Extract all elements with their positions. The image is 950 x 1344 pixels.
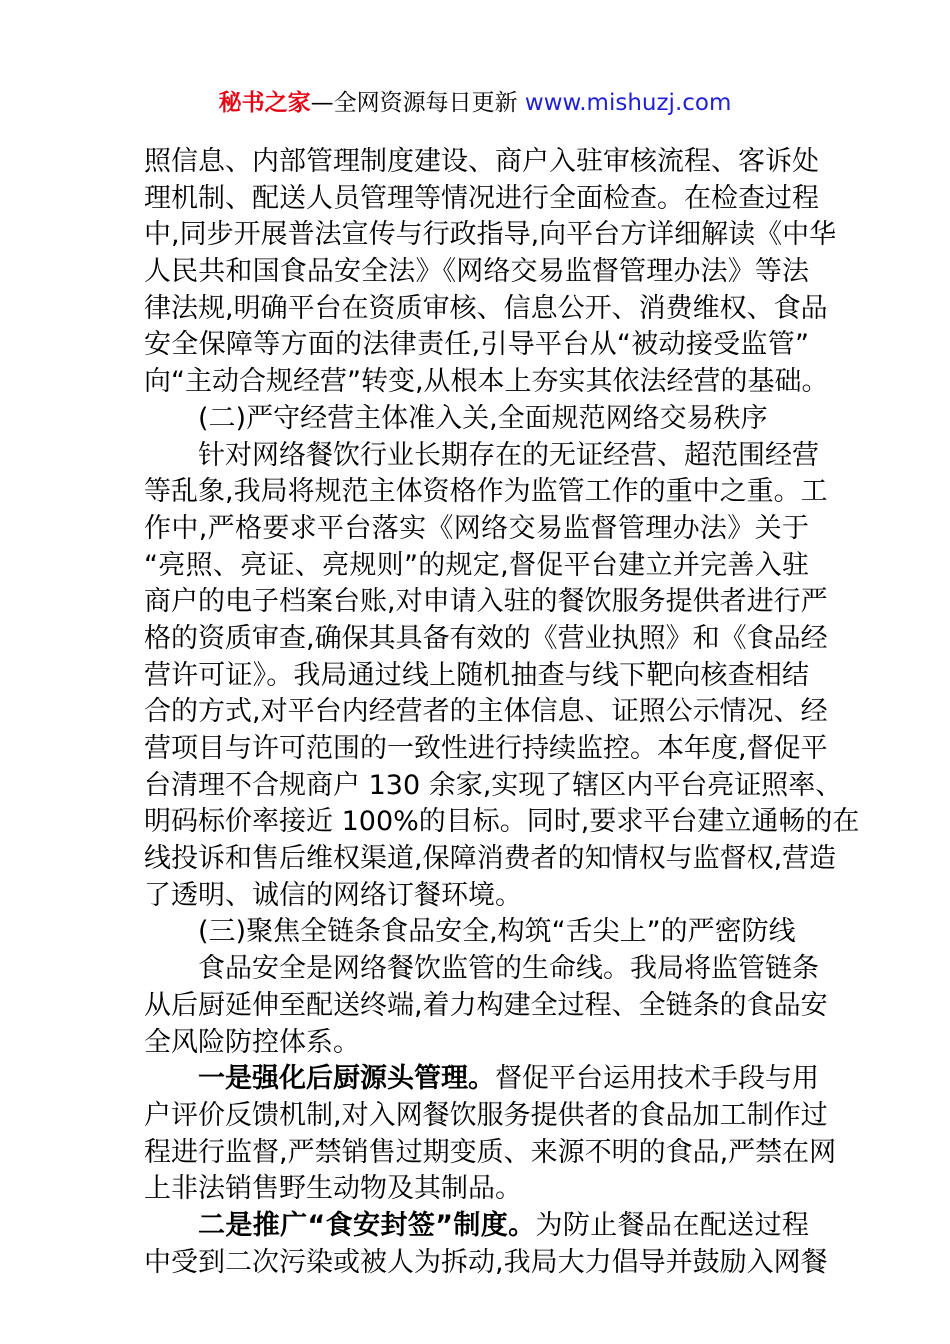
bold-lead-one: 一是强化后厨源头管理。	[198, 1063, 495, 1095]
brand-name: 秘书之家	[218, 90, 311, 116]
text-line: 明码标价率接近 100%的目标。同时,要求平台建立通畅的在	[144, 806, 860, 838]
text-line: 向“主动合规经营”转变,从根本上夯实其依法经营的基础。	[144, 366, 829, 398]
text-line: 线投诉和售后维权渠道,保障消费者的知情权与监督权,营造	[144, 843, 837, 875]
text-line: 合的方式,对平台内经营者的主体信息、证照公示情况、经	[144, 696, 828, 728]
paragraph-one-lead-rest: 督促平台运用技术手段与用	[495, 1063, 819, 1095]
text-line: 人民共和国食品安全法》《网络交易监督管理办法》等法	[144, 256, 809, 288]
text-line: 全风险防控体系。	[144, 1026, 360, 1058]
text-line: 了透明、诚信的网络订餐环境。	[144, 879, 522, 911]
text-line: 格的资质审查,确保其具备有效的《营业执照》和《食品经	[144, 622, 828, 654]
text-line: 食品安全是网络餐饮监管的生命线。我局将监管链条	[198, 953, 819, 985]
text-line: 商户的电子档案台账,对申请入驻的餐饮服务提供者进行严	[144, 586, 828, 618]
text-line: 台清理不合规商户 130 余家,实现了辖区内平台亮证照率、	[144, 769, 843, 801]
text-line: 从后厨延伸至配送终端,着力构建全过程、全链条的食品安	[144, 989, 828, 1021]
bold-lead-two: 二是推广“食安封签”制度。	[198, 1209, 536, 1241]
paragraph-one-first-line	[144, 1061, 819, 1098]
paragraph-two-first-line	[144, 1208, 809, 1245]
text-line: 律法规,明确平台在资质审核、信息公开、消费维权、食品	[144, 292, 828, 324]
header-tagline: —全网资源每日更新	[310, 90, 525, 116]
paragraph-two-lead-rest: 为防止餐品在配送过程	[535, 1209, 809, 1241]
text-line: 户评价反馈机制,对入网餐饮服务提供者的食品加工制作过	[144, 1099, 828, 1131]
text-line: 上非法销售野生动物及其制品。	[144, 1173, 522, 1205]
text-line: 照信息、内部管理制度建设、商户入驻审核流程、客诉处	[144, 146, 819, 177]
text-line: 程进行监督,严禁销售过期变质、来源不明的食品,严禁在网	[144, 1136, 837, 1168]
section-heading-2: (二)严守经营主体准入关,全面规范网络交易秩序	[198, 402, 768, 434]
text-line: 安全保障等方面的法律责任,引导平台从“被动接受监管”	[144, 329, 809, 361]
text-line: 营项目与许可范围的一致性进行持续监控。本年度,督促平	[144, 733, 828, 764]
page-header	[0, 86, 950, 120]
header-url[interactable]: www.mishuzj.com	[524, 90, 732, 116]
section-heading-3: (三)聚焦全链条食品安全,构筑“舌尖上”的严密防线	[198, 916, 796, 948]
document-body	[144, 144, 860, 1281]
text-line: 针对网络餐饮行业长期存在的无证经营、超范围经营	[198, 439, 819, 471]
text-line: 中受到二次污染或被人为拆动,我局大力倡导并鼓励入网餐	[144, 1246, 828, 1278]
text-line: 理机制、配送人员管理等情况进行全面检查。在检查过程	[144, 182, 819, 214]
text-line: “亮照、亮证、亮规则”的规定,督促平台建立并完善入驻	[144, 549, 809, 581]
text-line: 作中,严格要求平台落实《网络交易监督管理办法》关于	[144, 512, 809, 544]
text-line: 等乱象,我局将规范主体资格作为监管工作的重中之重。工	[144, 476, 828, 508]
text-line: 营许可证》。我局通过线上随机抽查与线下靶向核查相结	[144, 659, 809, 691]
text-line: 中,同步开展普法宣传与行政指导,向平台方详细解读《中华	[144, 219, 837, 251]
